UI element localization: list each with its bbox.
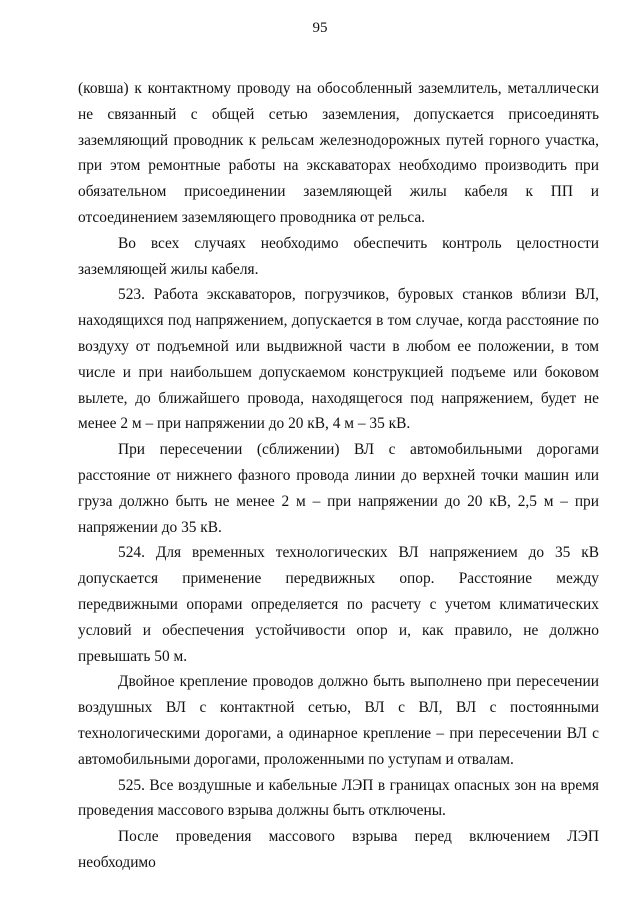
paragraph-523: 523. Работа экскаваторов, погрузчиков, буровых станков вблизи ВЛ, находящихся под напряжением, допускается в том случае, когда расстояние по воздуху от подъемной или выдвижной части в любом ее положении, в том числе и при наибольшем допускаемом конструкцией подъеме или боковом вылете, до ближайшего провода, находящегося под напряжением, будет не менее 2 м – при напряжении до 20 кВ, 4 м – 35 кВ. [78,286,599,433]
document-body [78,76,599,876]
paragraph-grounding-control: Во всех случаях необходимо обеспечить контроль целостности заземляющей жилы кабеля. [78,234,599,278]
paragraph-525: 525. Все воздушные и кабельные ЛЭП в границах опасных зон на время проведения массового взрыва должны быть отключены. [78,776,599,820]
paragraph-524: 524. Для временных технологических ВЛ напряжением до 35 кВ допускается применение передвижных опор. Расстояние между передвижными опорами определяется по расчету с учетом климатических условий и обеспечения устойчивости опор и, как правило, не должно превышать 50 м. [78,544,599,665]
paragraph-double-fastening: Двойное крепление проводов должно быть выполнено при пересечении воздушных ВЛ с контактной сетью, ВЛ с ВЛ, ВЛ с постоянными технологическими дорогами, а одинарное крепление – при пересечении ВЛ с автомобильными дорогами, проложенными по уступам и отвалам. [78,673,599,768]
paragraph-after-blast: После проведения массового взрыва перед включением ЛЭП необходимо [78,828,599,871]
paragraph-continuation: (ковша) к контактному проводу на обособленный заземлитель, металлически не связанный с общей сетью заземления, допускается присоединять заземляющий проводник к рельсам железнодорожных путей горного участка, при этом ремонтные работы на экскаваторах необходимо производить при обязательном присоединении заземляющей жилы кабеля к ПП и отсоединением заземляющего проводника от рельса. [78,80,599,226]
page-number: 95 [312,20,328,36]
paragraph-road-crossing: При пересечении (сближении) ВЛ с автомобильными дорогами расстояние от нижнего фазного провода линии до верхней точки машин или груза должно быть не менее 2 м – при напряжении до 20 кВ, 2,5 м – при напряжении до 35 кВ. [78,441,599,536]
